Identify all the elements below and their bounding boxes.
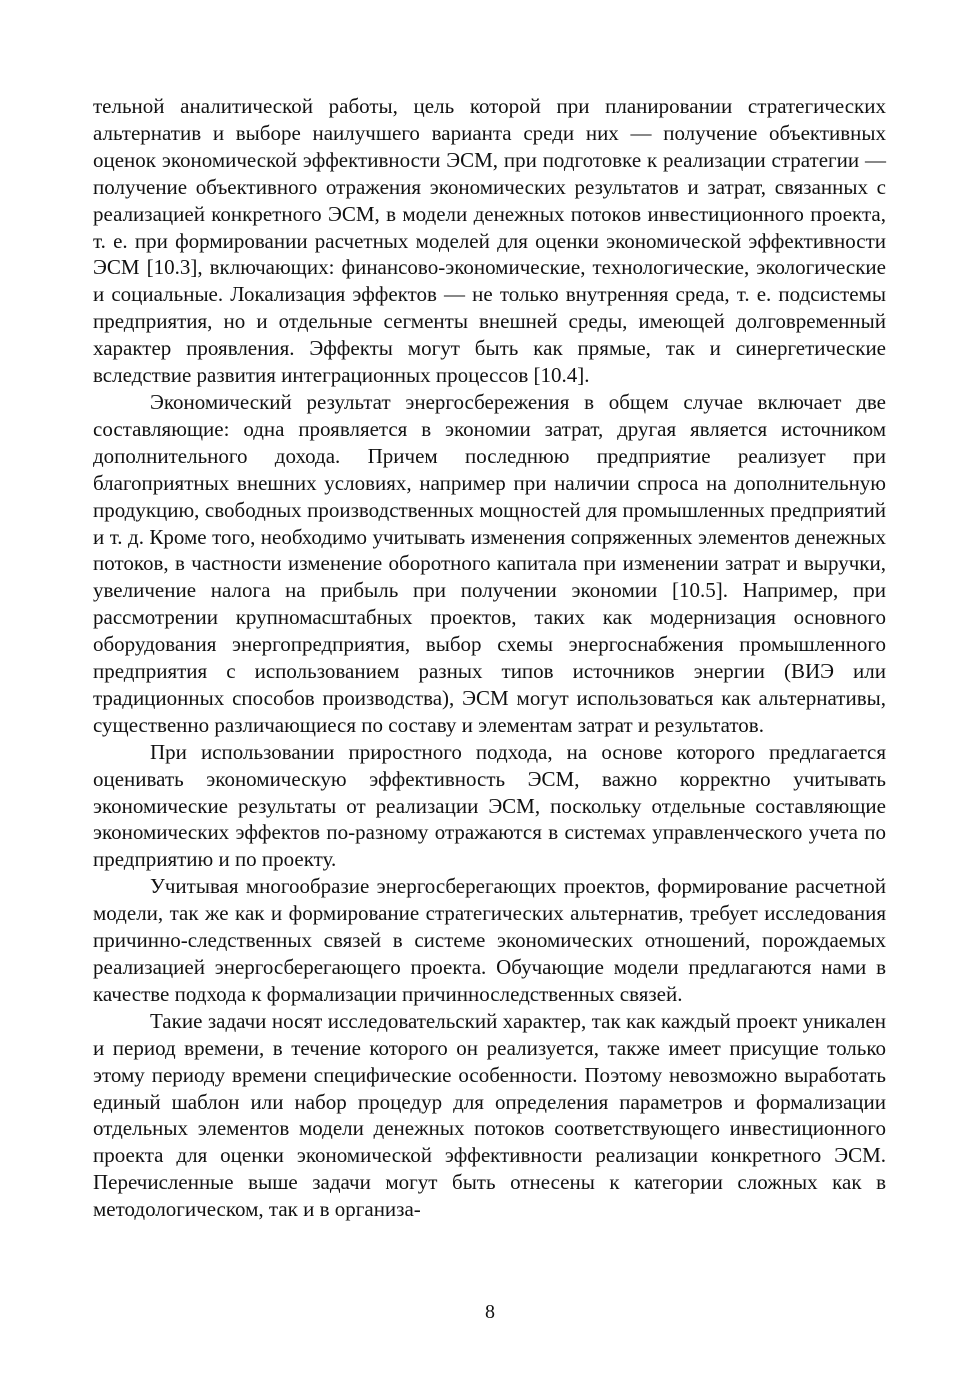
paragraph-research-tasks: Такие задачи носят исследовательский характер, так как каждый проект уникален и период времени, в течение которого он реализуется, также имеет присущие только этому периоду времени специфические особенности. Поэтому невозможно выработать единый шаблон или набор процедур для определения параметров и формализации отдельных элементов модели денежных потоков соответствующего инвестиционного проекта для оценки экономической эффективности реализации конкретного ЭСМ. Перечисленные выше задачи могут быть отнесены к категории сложных как в методологическом, так и в организа- (93, 1008, 886, 1222)
page-number: 8 (485, 1301, 495, 1323)
paragraph-continuation: тельной аналитической работы, цель которой при планировании стратегических альтернатив и выборе наилучшего варианта среди них — получение объективных оценок экономической эффективности ЭСМ, при подготовке к реализации стратегии — получение объективного отражения экономических результатов и затрат, связанных с реализацией конкретного ЭСМ, в модели денежных потоков инвестиционного проекта, т. е. при формировании расчетных моделей для оценки экономической эффективности ЭСМ [10.3], включающих: финансово-экономические, технологические, экологические и социальные. Локализация эффектов — не только внутренняя среда, т. е. подсистемы предприятия, но и отдельные сегменты внешней среды, имеющей долговременный характер проявления. Эффекты могут быть как прямые, так и синергетические вследствие развития интеграционных процессов [10.4]. (93, 94, 886, 388)
paragraph-economic-result: Экономический результат энергосбережения в общем случае включает две составляющие: одна проявляется в экономии затрат, другая является источником дополнительного дохода. Причем последнюю предприятие реализует при благоприятных внешних условиях, например при наличии спроса на дополнительную продукцию, свободных производственных мощностей для промышленных предприятий и т. д. Кроме того, необходимо учитывать изменения сопряженных элементов денежных потоков, в частности изменение оборотного капитала при изменении затрат и выручки, увеличение налога на прибыль при получении экономии [10.5]. Например, при рассмотрении крупномасштабных проектов, таких как модернизация основного оборудования энергопредприятия, выбор схемы энергоснабжения промышленного предприятия с использованием разных типов источников энергии (ВИЭ или традиционных способов производства), ЭСМ могут использоваться как альтернативы, существенно различающиеся по составу и элементам затрат и результатов. (93, 389, 886, 737)
paragraph-calculation-model: Учитывая многообразие энергосберегающих проектов, формирование расчетной модели, так же как и формирование стратегических альтернатив, требует исследования причинно-следственных связей в системе экономических отношений, порождаемых реализацией энергосберегающего проекта. Обучающие модели предлагаются нами в качестве подхода к формализации причинноследственных связей. (93, 874, 886, 1006)
body-text (93, 93, 886, 1223)
paragraph-incremental-approach: При использовании приростного подхода, на основе которого предлагается оценивать экономическую эффективность ЭСМ, важно корректно учитывать экономические результаты от реализации ЭСМ, поскольку отдельные составляющие экономических эффектов по-разному отражаются в системах управленческого учета по предприятию и по проекту. (93, 739, 886, 872)
